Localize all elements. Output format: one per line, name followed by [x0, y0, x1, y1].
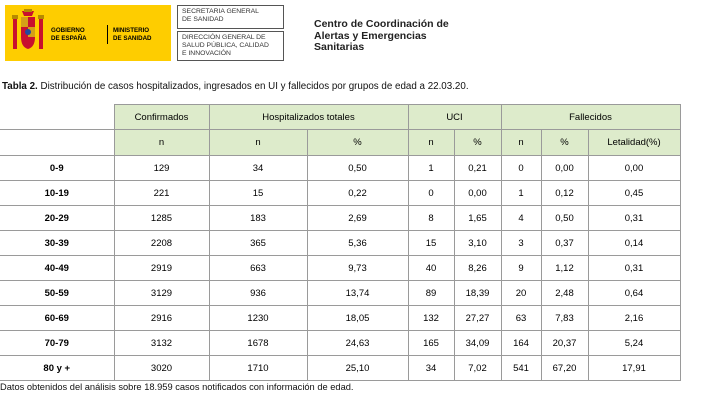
table-cell: 3 — [501, 231, 541, 256]
group-confirmados: Confirmados — [114, 105, 209, 130]
secretaria-box — [177, 5, 284, 29]
table-cell: 20,37 — [541, 331, 588, 356]
table-cell: 0,50 — [541, 206, 588, 231]
caption-label: Tabla 2. — [2, 81, 38, 92]
table-row — [0, 231, 680, 256]
table-cell: 0,45 — [588, 181, 680, 206]
header-corner — [0, 105, 114, 130]
group-header-row — [0, 105, 680, 130]
table-cell: 1678 — [209, 331, 307, 356]
table-row — [0, 356, 680, 381]
secretaria-line-2: DE SANIDAD — [182, 16, 224, 23]
table-cell: 18,39 — [454, 281, 501, 306]
sub-header-row — [0, 130, 680, 156]
table-cell: 3132 — [114, 331, 209, 356]
direccion-line-3: E INNOVACIÓN — [182, 50, 231, 57]
table-cell: 40 — [408, 256, 454, 281]
table-cell: 8 — [408, 206, 454, 231]
table-cell: 17,91 — [588, 356, 680, 381]
table-cell: 0,31 — [588, 256, 680, 281]
age-group-cell: 0-9 — [0, 156, 114, 181]
group-fallecidos: Fallecidos — [501, 105, 680, 130]
table-cell: 0,64 — [588, 281, 680, 306]
table-cell: 34,09 — [454, 331, 501, 356]
table-cell: 2919 — [114, 256, 209, 281]
table-cell: 18,05 — [307, 306, 408, 331]
table-row — [0, 331, 680, 356]
table-row — [0, 281, 680, 306]
table-cell: 1 — [501, 181, 541, 206]
table-cell: 132 — [408, 306, 454, 331]
table-cell: 541 — [501, 356, 541, 381]
caption-text: Distribución de casos hospitalizados, ingresados en UI y fallecidos por grupos de edad a 22.03.20. — [37, 81, 469, 92]
table-cell: 7,02 — [454, 356, 501, 381]
table-cell: 5,24 — [588, 331, 680, 356]
table-cell: 3129 — [114, 281, 209, 306]
table-cell: 2,16 — [588, 306, 680, 331]
gobierno-logo — [5, 5, 171, 61]
table-cell: 5,36 — [307, 231, 408, 256]
age-distribution-table — [0, 104, 681, 381]
table-cell: 0,12 — [541, 181, 588, 206]
group-uci: UCI — [408, 105, 501, 130]
table-row — [0, 306, 680, 331]
table-cell: 1,12 — [541, 256, 588, 281]
table-row — [0, 256, 680, 281]
table-cell: 1285 — [114, 206, 209, 231]
group-hospitalizados: Hospitalizados totales — [209, 105, 408, 130]
subheader-letalidad: Letalidad(%) — [588, 130, 680, 156]
table-cell: 15 — [408, 231, 454, 256]
logo-separator — [107, 25, 108, 44]
age-group-cell: 20-29 — [0, 206, 114, 231]
table-cell: 365 — [209, 231, 307, 256]
table-cell: 0,21 — [454, 156, 501, 181]
table-cell: 0,14 — [588, 231, 680, 256]
table-cell: 0 — [501, 156, 541, 181]
table-cell: 24,63 — [307, 331, 408, 356]
table-cell: 183 — [209, 206, 307, 231]
table-cell: 0,00 — [541, 156, 588, 181]
table-cell: 0,00 — [454, 181, 501, 206]
ccaes-title — [314, 19, 449, 54]
logo-ministerio-line-2: DE SANIDAD — [113, 34, 152, 42]
subheader-hosp-n: n — [209, 130, 307, 156]
table-cell: 0,22 — [307, 181, 408, 206]
table-cell: 165 — [408, 331, 454, 356]
subheader-confirmados-n: n — [114, 130, 209, 156]
table-cell: 0,37 — [541, 231, 588, 256]
table-cell: 1 — [408, 156, 454, 181]
direccion-line-2: SALUD PÚBLICA, CALIDAD — [182, 42, 269, 49]
logo-gobierno-text — [51, 27, 87, 42]
age-group-cell: 40-49 — [0, 256, 114, 281]
table-cell: 9 — [501, 256, 541, 281]
table-cell: 2916 — [114, 306, 209, 331]
ccaes-title-line-2: Alertas y Emergencias — [314, 29, 427, 42]
table-cell: 1710 — [209, 356, 307, 381]
table-cell: 0,00 — [588, 156, 680, 181]
ccaes-title-line-3: Sanitarias — [314, 41, 365, 53]
coat-of-arms-icon — [11, 9, 45, 57]
age-group-cell: 60-69 — [0, 306, 114, 331]
ccaes-title-line-1: Centro de Coordinación de — [314, 18, 449, 30]
subheader-fall-pct: % — [541, 130, 588, 156]
table-cell: 221 — [114, 181, 209, 206]
age-group-cell: 10-19 — [0, 181, 114, 206]
table-cell: 0,31 — [588, 206, 680, 231]
table-row — [0, 181, 680, 206]
table-cell: 4 — [501, 206, 541, 231]
table-cell: 8,26 — [454, 256, 501, 281]
table-cell: 129 — [114, 156, 209, 181]
table-cell: 3020 — [114, 356, 209, 381]
subheader-hosp-pct: % — [307, 130, 408, 156]
table-cell: 164 — [501, 331, 541, 356]
table-cell: 27,27 — [454, 306, 501, 331]
table-cell: 7,83 — [541, 306, 588, 331]
table-cell: 67,20 — [541, 356, 588, 381]
table-cell: 0,50 — [307, 156, 408, 181]
direccion-line-1: DIRECCIÓN GENERAL DE — [182, 34, 266, 41]
table-cell: 25,10 — [307, 356, 408, 381]
table-caption — [2, 81, 469, 92]
table-cell: 1,65 — [454, 206, 501, 231]
table-cell: 34 — [408, 356, 454, 381]
table-cell: 0 — [408, 181, 454, 206]
table-cell: 13,74 — [307, 281, 408, 306]
age-group-cell: 70-79 — [0, 331, 114, 356]
table-cell: 63 — [501, 306, 541, 331]
table-cell: 2,69 — [307, 206, 408, 231]
table-row — [0, 206, 680, 231]
subheader-fall-n: n — [501, 130, 541, 156]
table-cell: 936 — [209, 281, 307, 306]
age-group-cell: 50-59 — [0, 281, 114, 306]
logo-ministerio-text — [113, 27, 152, 42]
table-cell: 20 — [501, 281, 541, 306]
table-row — [0, 156, 680, 181]
logo-gobierno-line-1: GOBIERNO — [51, 27, 85, 34]
table-cell: 89 — [408, 281, 454, 306]
table-cell: 1230 — [209, 306, 307, 331]
table-cell: 2,48 — [541, 281, 588, 306]
table-cell: 663 — [209, 256, 307, 281]
logo-ministerio-line-1: MINISTERIO — [113, 27, 150, 34]
footer-note: Datos obtenidos del análisis sobre 18.959 casos notificados con información de edad. — [0, 382, 354, 392]
logo-gobierno-line-2: DE ESPAÑA — [51, 34, 87, 42]
subheader-uci-n: n — [408, 130, 454, 156]
age-group-cell: 80 y + — [0, 356, 114, 381]
header-corner-2 — [0, 130, 114, 156]
table-cell: 9,73 — [307, 256, 408, 281]
direccion-box — [177, 31, 284, 61]
table-cell: 2208 — [114, 231, 209, 256]
table-cell: 34 — [209, 156, 307, 181]
subheader-uci-pct: % — [454, 130, 501, 156]
table-cell: 15 — [209, 181, 307, 206]
table-cell: 3,10 — [454, 231, 501, 256]
age-group-cell: 30-39 — [0, 231, 114, 256]
secretaria-line-1: SECRETARIA GENERAL — [182, 8, 259, 15]
